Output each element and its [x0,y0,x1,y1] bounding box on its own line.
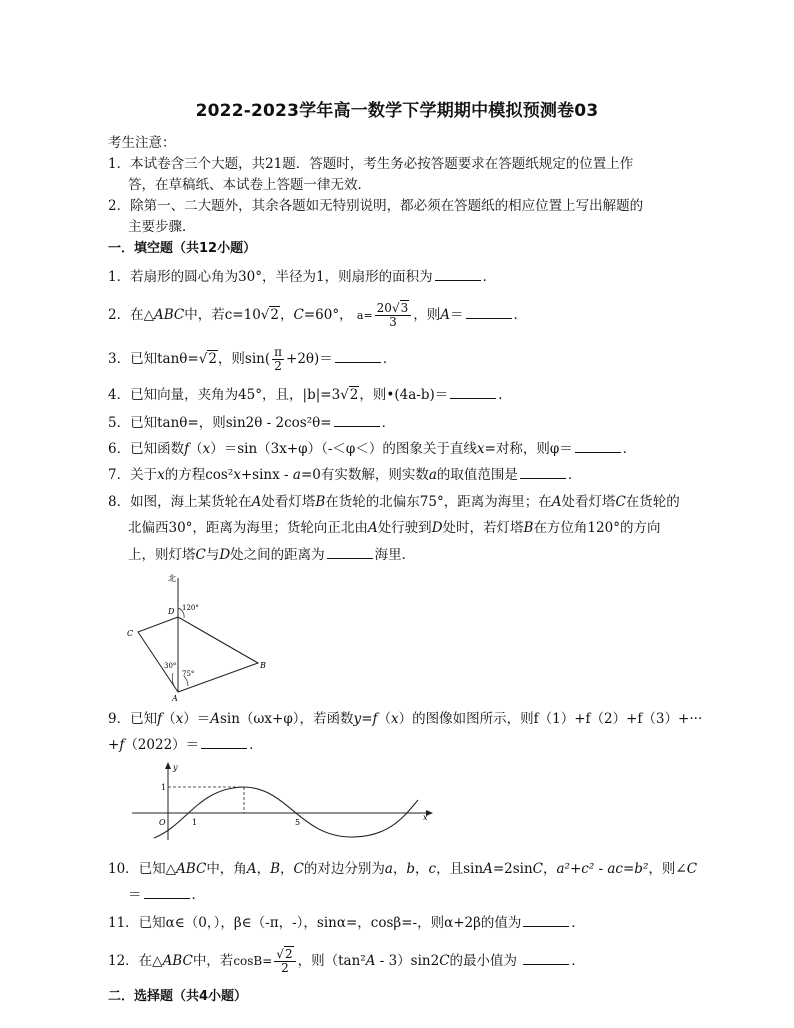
text: 处行驶到 [377,520,432,536]
text: +sinx - [240,467,293,483]
text: - [416,387,421,403]
text: 的最小值为 [449,953,518,969]
var: A [246,861,257,877]
text: （2022）＝ [124,737,200,753]
question-10-line-1 [108,860,697,878]
question-9-line-2: +f（2022）＝ ． [108,737,263,753]
notice-item-2-cont: 主要步骤． [128,219,196,235]
text: sin（ωx+φ），若函数 [219,711,354,727]
answer-blank [335,350,381,363]
text: 处看灯塔 [561,494,616,510]
var: C [293,861,304,877]
text: ，则•(4 [359,387,409,403]
var: A [365,953,376,969]
text: = [361,711,373,727]
answer-blank [334,414,380,427]
fraction: $\frac{√2}{2}$ [274,948,295,975]
var: C [195,547,206,563]
text: a= [356,309,373,322]
text: 4．已知向量，夹角为45°，且，| [108,387,308,403]
text: ，则 [413,307,441,323]
text: 在货轮的 [625,494,680,510]
text: ， [280,307,294,323]
var: C [615,494,626,510]
equation: a²+c² - ac=b² [556,861,649,877]
y-axis-arrow [165,762,171,769]
var: x [476,441,485,457]
vector: b [420,387,430,403]
answer-blank [466,306,512,319]
text: 在货轮的北偏东75°，距离为海里；在 [325,494,552,510]
var: C [686,861,698,877]
text: ）＝sin（3x+φ）（-＜φ＜）的图象关于直线 [210,441,477,457]
text: =60°， [303,307,353,323]
var: x [202,441,211,457]
numerator: 20 [376,301,392,315]
question-1: 1．若扇形的圆心角为30°，半径为1，则扇形的面积为 ． [108,269,497,285]
var: x [233,467,241,483]
text: =0有实数解，则实数 [300,467,429,483]
text: 9．已知 [108,711,158,727]
var: f [372,711,378,727]
var: x [175,711,184,727]
text: ，则（tan² [297,953,366,969]
question-1-text: 1．若扇形的圆心角为30°，半径为1，则扇形的面积为 [108,269,433,285]
var: c [428,861,437,877]
text: （ [189,441,203,457]
var: a [292,467,301,483]
text: |=3 [315,387,341,403]
text: 中，若 [192,953,234,969]
var: y [353,711,362,727]
navigation-diagram [118,568,278,704]
var: x [391,711,399,727]
text: ， [415,861,429,877]
text: + [108,737,120,753]
answer-blank [327,546,373,559]
text: ，且sin [436,861,484,877]
text: ， [279,861,294,877]
numerator: π [274,345,283,359]
question-11: 11．已知α∈（0，），β∈（-π，-），sinα=，cosβ=-，则α+2β的值为 ． [108,915,585,931]
north-label: 北 [168,574,176,583]
y-axis-label: y [173,763,178,772]
segment-db [178,617,258,663]
text: 12．在△ [108,953,163,969]
vector: a [408,387,417,403]
text: cosB= [233,954,273,968]
y-tick-label: 1 [161,783,167,792]
sqrt-value: 2 [270,307,279,323]
sine-graph [128,760,438,846]
var: f [157,711,163,727]
angle-30-label: 30° [164,662,177,670]
question-6: 6．已知函数f（x）＝sin（3x+φ）（-＜φ＜）的图象关于直线x=对称，则φ＝ ． [108,441,637,457]
text: 8．如图，海上某货轮在 [108,494,252,510]
var: b [406,861,416,877]
text: ＝ [450,307,464,323]
var: A [551,494,562,510]
question-4: 4．已知向量，夹角为45°，且，|b|=3√2，则•(4a-b)＝ ． [108,387,512,403]
x-tick-label-5: 5 [295,818,301,827]
text: 处之间的距离为 [230,547,325,563]
answer-blank [435,268,481,281]
sqrt-value: 2 [284,947,293,961]
answer-blank [144,886,190,899]
angle-30-arc [172,673,175,688]
section-heading-multiple-choice: 二．选择题（共4小题） [108,989,248,1004]
var: B [315,494,326,510]
sqrt-value: 2 [349,387,359,403]
text: 的对边分别为 [303,861,385,877]
question-8-line-2 [128,519,660,537]
text: 中，角 [206,861,247,877]
text: =2sin [492,861,533,877]
var: C [293,307,304,323]
question-11-text: 11．已知α∈（0，），β∈（-π，-），sinα=，cosβ=-，则α+2β的值为 [108,915,522,931]
text: - 3）sin2 [375,953,440,969]
text: ＝ [128,887,142,903]
question-7: 7．关于x的方程cos²x+sinx - a=0有实数解，则实数a的取值范围是 ． [108,467,582,483]
answer-blank [450,386,496,399]
notice-item-1: 1．本试卷含三个大题，共21题．答题时，考生务必按答题要求在答题纸规定的位置上作 [108,156,634,172]
text: ）＝ [183,711,211,727]
text: 北偏西30°，距离为海里；货轮向正北由 [128,520,368,536]
var: x [157,467,165,483]
fraction: $\frac{20√3}{3}$ [375,302,412,329]
text: 海里． [374,547,416,563]
answer-blank [201,736,247,749]
denominator: 2 [281,961,289,975]
answer-blank [520,466,566,479]
var: C [439,953,450,969]
answer-blank [523,914,569,927]
question-3: 3．已知tanθ=√2，则sin( $\frac{\pi}{2}$ +2θ)＝ ． [108,345,397,373]
notice-heading: 考生注意： [108,135,176,151]
angle-75-label: 75° [182,670,195,678]
text: ， [392,861,407,877]
var: C [532,861,543,877]
text: 3．已知tanθ= [108,351,199,367]
text: +2θ)＝ [286,351,333,367]
point-b-label: B [260,661,266,670]
text: ，则sin( [217,351,271,367]
vector: b [307,387,316,403]
text: ）的图像如图所示，则 [398,711,534,727]
text: 在方位角120°的方向 [533,520,661,536]
text: ，则∠ [648,861,687,877]
var: A [367,520,378,536]
text: （ [162,711,176,727]
question-8-line-1 [108,493,680,511]
text: ， [543,861,557,877]
angle-120-label: 120° [182,604,199,612]
x-axis-label: x [423,813,428,822]
var: B [270,861,280,877]
text: )＝ [429,387,449,403]
text: ， [256,861,271,877]
denominator: 2 [274,359,282,373]
var: ABC [162,953,193,969]
var: ABC [176,861,207,877]
sqrt-value: 3 [400,301,409,315]
section-heading-fill-in: 一．填空题（共12小题） [108,241,257,256]
text: 7．关于 [108,467,158,483]
question-12: 12．在△ABC中，若cosB= $\frac{√2}{2}$ ，则（tan²A - 3）sin2C的最小值为 ． [108,947,585,975]
text: 2．在△ [108,307,154,323]
text: 的取值范围是 [436,467,518,483]
var: D [219,547,231,563]
question-10-line-2: ＝ ． [128,887,205,903]
text: 与 [205,547,220,563]
answer-blank [523,952,569,965]
text: 处看灯塔 [261,494,316,510]
text: f（1）+f（2）+f（3）+··· [533,711,703,727]
answer-blank [575,440,621,453]
origin-label: O [159,818,166,827]
text: 中，若c=10 [184,307,261,323]
var: A [210,711,220,727]
var: a [428,467,437,483]
var: B [523,520,534,536]
notice-item-2: 2．除第一、二大题外，其余各题如无特别说明，都必须在答题纸的相应位置上写出解题的 [108,198,644,214]
point-d-label: D [168,607,175,616]
var: D [431,520,443,536]
notice-item-1-cont: 答，在草稿纸、本试卷上答题一律无效． [128,177,371,193]
point-a-label: A [172,694,178,703]
text: 处时，若灯塔 [442,520,524,536]
page-title: 2022-2023学年高一数学下学期期中模拟预测卷03 [195,101,599,121]
var: ABC [153,307,185,323]
text: =对称，则φ＝ [484,441,573,457]
text: 6．已知函数 [108,441,185,457]
x-tick-label-1: 1 [192,818,198,827]
sqrt-value: 2 [208,351,217,367]
question-5: 5．已知tanθ=，则sin2θ - 2cos²θ= ． [108,415,396,431]
question-5-text: 5．已知tanθ=，则sin2θ - 2cos²θ= [108,415,332,431]
text: 的方程cos² [164,467,234,483]
var: f [184,441,190,457]
fraction [272,346,284,373]
text: 10．已知△ [108,861,177,877]
question-8-line-3 [128,546,415,564]
point-c-label: C [127,629,134,638]
var: A [251,494,262,510]
var: A [440,307,450,323]
var: A [483,861,493,877]
text: （ [377,711,391,727]
denominator: 3 [389,315,397,329]
question-2: 2．在△ABC中，若c=10√2，C=60°， a= $\frac{20√3}{3}$ ，则A＝ ． [108,301,527,329]
var: a [384,861,393,877]
var: f [119,737,125,753]
question-9-line-1 [108,710,702,728]
text: 上，则灯塔 [128,547,196,563]
